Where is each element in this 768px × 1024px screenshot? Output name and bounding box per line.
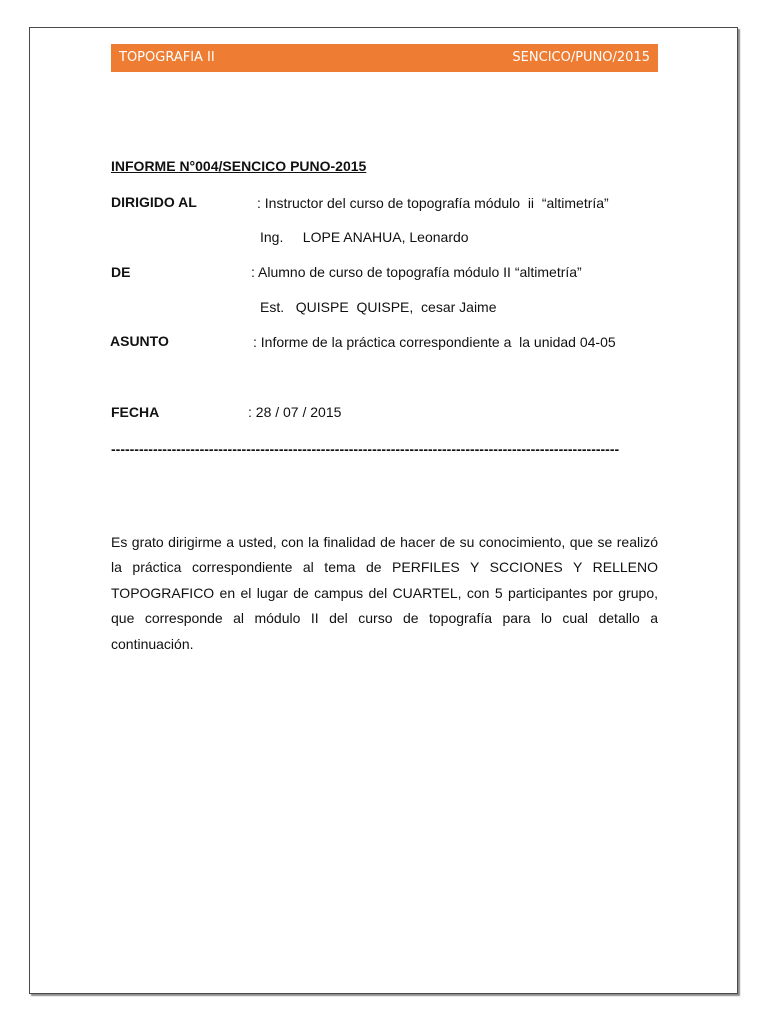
header-institution-year: SENCICO/PUNO/2015	[512, 50, 650, 65]
dirigido-value: : Instructor del curso de topografía módulo ii “altimetría”	[257, 195, 609, 211]
report-title: INFORME N°004/SENCICO PUNO-2015	[111, 158, 367, 174]
fecha-value: : 28 / 07 / 2015	[248, 404, 342, 420]
dirigido-name: Ing. LOPE ANAHUA, Leonardo	[260, 229, 469, 245]
document-page	[29, 27, 738, 994]
fecha-label: FECHA	[111, 404, 160, 420]
asunto-label: ASUNTO	[110, 333, 169, 349]
header-course-title: TOPOGRAFIA II	[119, 50, 215, 65]
de-name: Est. QUISPE QUISPE, cesar Jaime	[260, 299, 497, 315]
page-header-bar	[111, 44, 658, 72]
de-value: : Alumno de curso de topografía módulo II “altimetría”	[251, 264, 582, 280]
asunto-value: : Informe de la práctica correspondiente a la unidad 04-05	[253, 334, 616, 350]
body-paragraph: Es grato dirigirme a usted, con la finalidad de hacer de su conocimiento, que se realizó la práctica correspondiente al tema de PERFILES Y SCCIONES Y RELLENO TOPOGRAFICO en el lugar de campus del CUARTEL, con 5 participantes por grupo, que corresponde al módulo II del curso de topografía para lo cual detallo a continuación.	[111, 534, 658, 652]
dirigido-label: DIRIGIDO AL	[111, 194, 197, 210]
separator-line: -------------------------------------------------------------------------------------------------------------	[111, 441, 620, 457]
de-label: DE	[111, 264, 131, 280]
